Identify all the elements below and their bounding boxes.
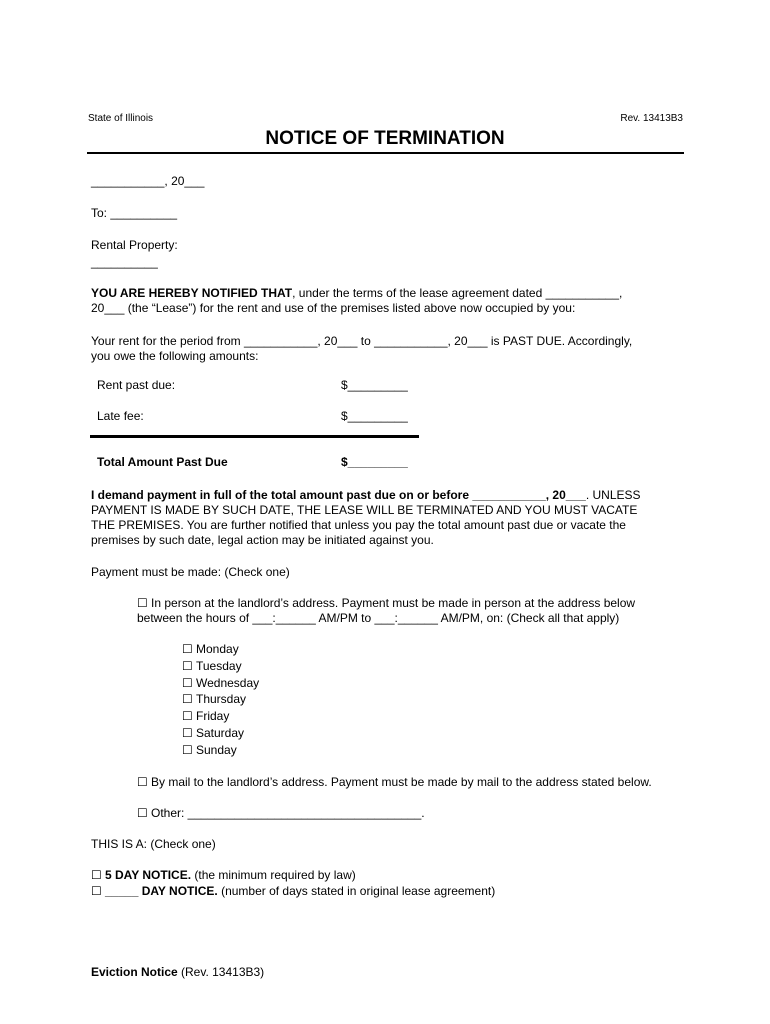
state-label: State of Illinois (88, 113, 154, 124)
mail-checkbox[interactable]: ☐ (137, 775, 148, 789)
demand-rest: . UNLESS (585, 488, 641, 502)
notice-type-heading: THIS IS A: (Check one) (91, 837, 216, 851)
day-option-monday (182, 642, 239, 657)
day-option-thursday (182, 692, 246, 707)
rental-property-label: Rental Property: (91, 238, 178, 252)
demand-bold: I demand payment in full of the total amount past due on or before ___________, 20___ (91, 488, 586, 502)
notified-lead: YOU ARE HEREBY NOTIFIED THAT (91, 286, 293, 300)
custom-day-option (91, 884, 495, 899)
other-option (137, 806, 425, 821)
rent-period-line2: you owe the following amounts: (91, 349, 259, 363)
date-line: ___________, 20___ (91, 174, 205, 188)
demand-line3: THE PREMISES. You are further notified that unless you pay the total amount past due or vacate the (91, 518, 626, 532)
five-day-note: (the minimum required by law) (191, 868, 356, 882)
notified-paragraph-line2: 20___ (the “Lease”) for the rent and use of the premises listed above now occupied by you: (91, 301, 576, 315)
mail-option (137, 775, 652, 790)
day-option-friday (182, 709, 229, 724)
demand-line1 (91, 488, 641, 503)
day-option-sunday (182, 743, 237, 758)
footer (91, 965, 264, 980)
demand-line4: premises by such date, legal action may be initiated against you. (91, 533, 434, 547)
day-checkbox[interactable]: ☐ (182, 692, 193, 706)
rent-period-line1: Your rent for the period from ___________, 20___ to ___________, 20___ is PAST DUE. Accordingly, (91, 334, 633, 348)
day-label: Tuesday (196, 659, 242, 673)
total-amount-label: Total Amount Past Due (97, 455, 228, 469)
payment-heading: Payment must be made: (Check one) (91, 565, 290, 579)
footer-rev: (Rev. 13413B3) (177, 965, 265, 979)
day-checkbox[interactable]: ☐ (182, 642, 193, 656)
page-title: NOTICE OF TERMINATION (265, 128, 505, 149)
day-option-tuesday (182, 659, 242, 674)
demand-line2: PAYMENT IS MADE BY SUCH DATE, THE LEASE WILL BE TERMINATED AND YOU MUST VACATE (91, 503, 638, 517)
day-checkbox[interactable]: ☐ (182, 659, 193, 673)
late-fee-value: $_________ (341, 409, 408, 423)
in-person-hours-line: between the hours of ___:______ AM/PM to ___:______ AM/PM, on: (Check all that apply) (137, 611, 620, 625)
notified-rest: , under the terms of the lease agreement dated ___________, (292, 286, 623, 300)
late-fee-label: Late fee: (97, 409, 144, 423)
rent-past-due-value: $_________ (341, 378, 408, 392)
custom-day-checkbox[interactable]: ☐ (91, 884, 102, 898)
rent-past-due-label: Rent past due: (97, 378, 176, 392)
revision-label: Rev. 13413B3 (620, 113, 683, 124)
day-checkbox[interactable]: ☐ (182, 676, 193, 690)
day-label: Thursday (196, 692, 247, 706)
day-checkbox[interactable]: ☐ (182, 743, 193, 757)
custom-day-note: (number of days stated in original lease agreement) (217, 884, 496, 898)
five-day-checkbox[interactable]: ☐ (91, 868, 102, 882)
day-checkbox[interactable]: ☐ (182, 726, 193, 740)
five-day-label: 5 DAY NOTICE. (105, 868, 192, 882)
day-option-saturday (182, 726, 244, 741)
five-day-option (91, 868, 356, 883)
day-label: Saturday (196, 726, 245, 740)
day-option-wednesday (182, 676, 259, 691)
total-amount-value: $_________ (341, 455, 408, 469)
mail-text: By mail to the landlord’s address. Payment must be made by mail to the address stated below. (151, 775, 652, 789)
rental-property-blank: __________ (91, 255, 158, 269)
day-label: Monday (196, 642, 239, 656)
other-text: Other: ___________________________________. (151, 806, 425, 820)
footer-title: Eviction Notice (91, 965, 178, 979)
in-person-text: In person at the landlord’s address. Payment must be made in person at the address below (151, 596, 636, 610)
notified-paragraph-line1 (91, 286, 622, 301)
title-divider (87, 152, 684, 154)
custom-day-label: _____ DAY NOTICE. (105, 884, 218, 898)
in-person-option (137, 596, 635, 611)
total-divider (90, 435, 419, 438)
day-label: Wednesday (196, 676, 260, 690)
to-line: To: __________ (91, 206, 178, 220)
day-label: Friday (196, 709, 230, 723)
day-checkbox[interactable]: ☐ (182, 709, 193, 723)
in-person-checkbox[interactable]: ☐ (137, 596, 148, 610)
other-checkbox[interactable]: ☐ (137, 806, 148, 820)
day-label: Sunday (196, 743, 237, 757)
